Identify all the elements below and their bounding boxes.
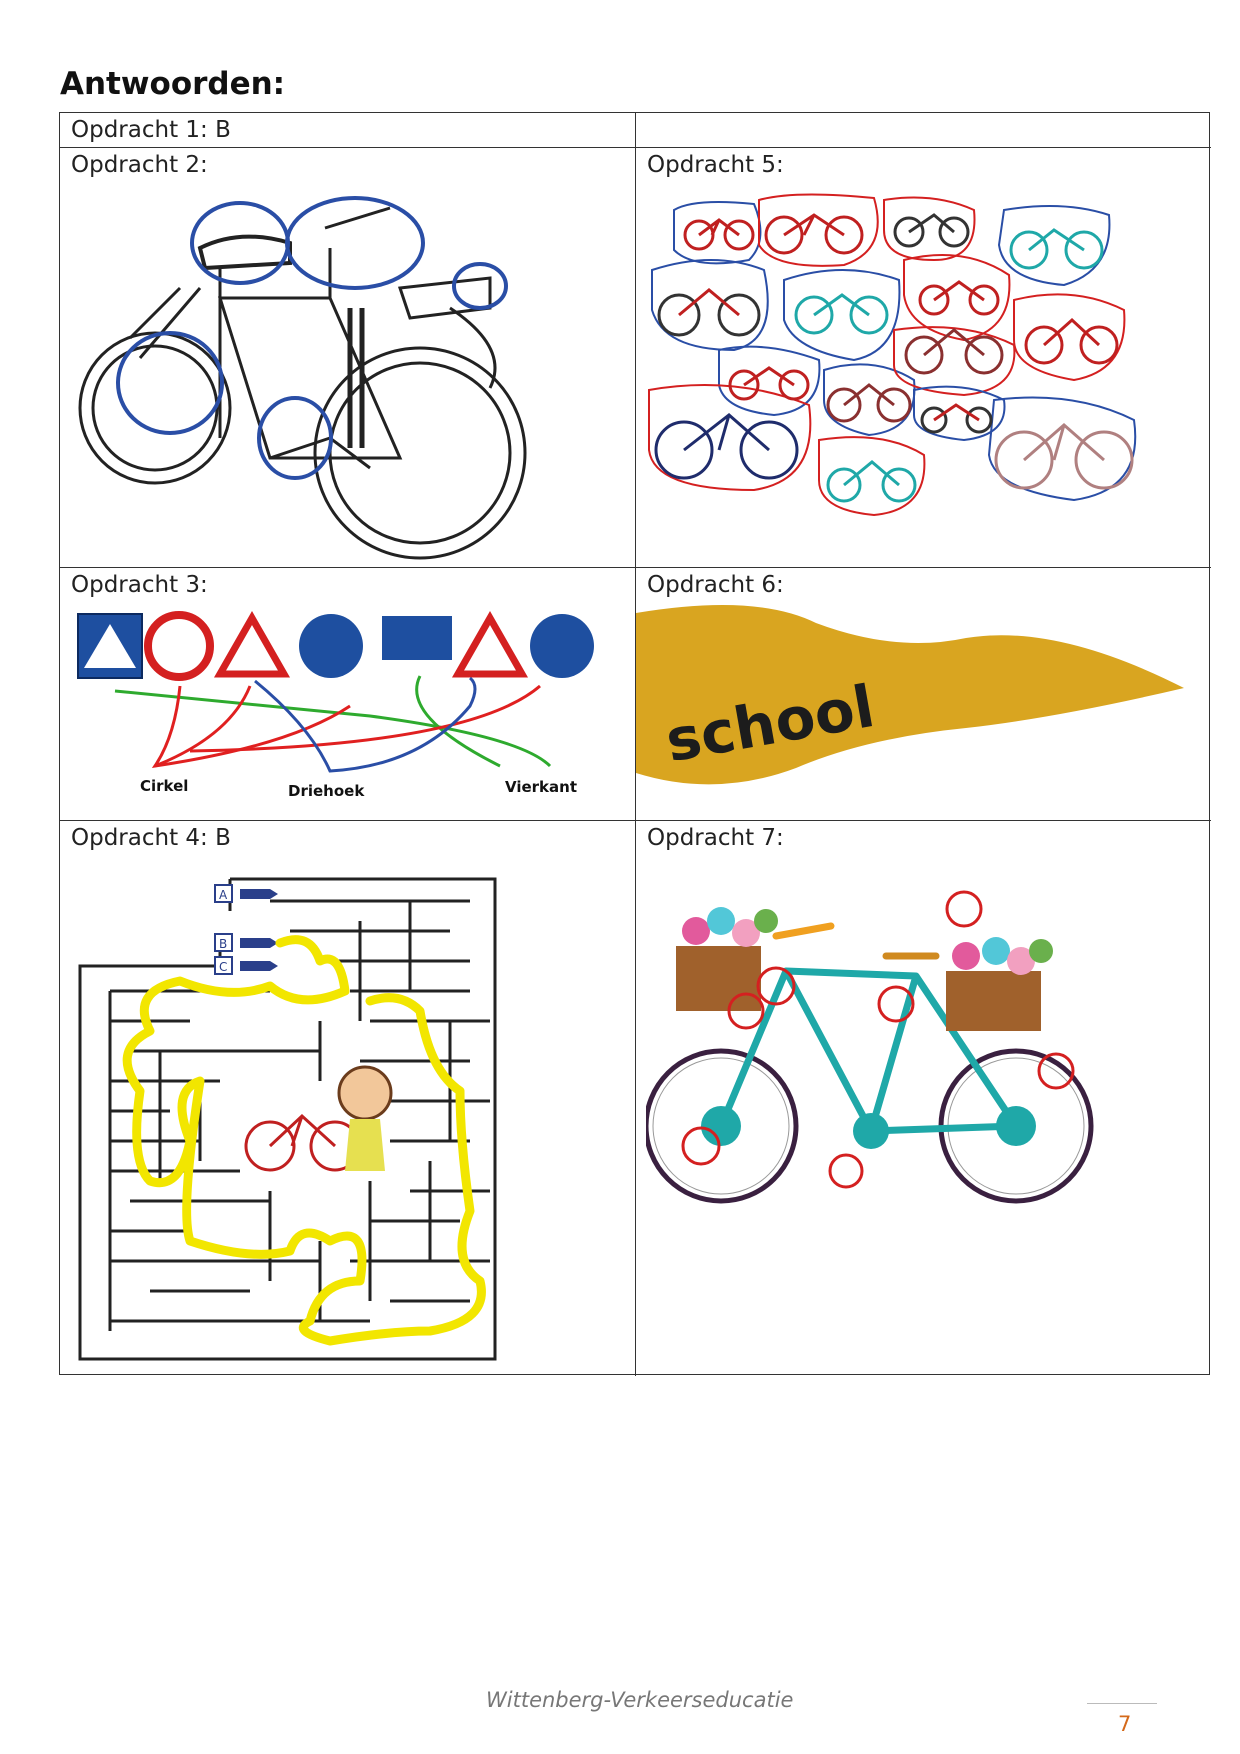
page-number: 7 (1118, 1712, 1132, 1736)
opdracht-5-label: Opdracht 5: (647, 152, 784, 178)
maze-text-b: B (219, 937, 228, 951)
page-number-rule (1087, 1703, 1157, 1704)
cell-empty (636, 113, 1211, 148)
bicycle-sketch-illustration (70, 188, 530, 568)
opdracht-2-label: Opdracht 2: (71, 152, 208, 178)
maze-text-c: C (219, 960, 228, 974)
error-circle-7 (830, 1155, 862, 1187)
opdracht-7-label: Opdracht 7: (647, 825, 784, 851)
cartoon-boy (339, 1067, 391, 1119)
cell-opdracht-5 (636, 148, 1211, 568)
shape-label-cirkel: Cirkel (140, 777, 189, 795)
answers-table (59, 112, 1210, 1375)
cell-opdracht-7 (636, 821, 1211, 1376)
cell-opdracht-4 (60, 821, 636, 1376)
shape-label-driehoek: Driehoek (288, 782, 365, 800)
shape-label-vierkant: Vierkant (505, 778, 578, 796)
opdracht-4-label: Opdracht 4: B (71, 825, 231, 851)
cell-opdracht-3 (60, 568, 636, 821)
bell-circle (454, 264, 506, 308)
maze-illustration (70, 861, 550, 1373)
flower-bicycle-illustration (646, 861, 1116, 1221)
error-circle-4 (947, 892, 981, 926)
opdracht-1-label: Opdracht 1: B (71, 117, 231, 143)
error-circle-6 (683, 1128, 719, 1164)
page-heading: Antwoorden: (60, 66, 286, 102)
traffic-signs-matching-illustration (70, 606, 625, 818)
maze-text-a: A (219, 888, 228, 902)
cell-opdracht-2 (60, 148, 636, 568)
handlebar-circle (287, 198, 423, 288)
bicycles-grouping-illustration (644, 190, 1199, 535)
light-circle (259, 398, 331, 478)
opdracht-6-label: Opdracht 6: (647, 572, 784, 598)
opdracht-3-label: Opdracht 3: (71, 572, 208, 598)
cell-opdracht-1 (60, 113, 636, 148)
school-pennant-illustration (636, 598, 1206, 798)
footer-text: Wittenberg-Verkeerseducatie (486, 1688, 794, 1712)
cell-opdracht-6 (636, 568, 1211, 821)
school-banner-text: school (660, 671, 880, 776)
